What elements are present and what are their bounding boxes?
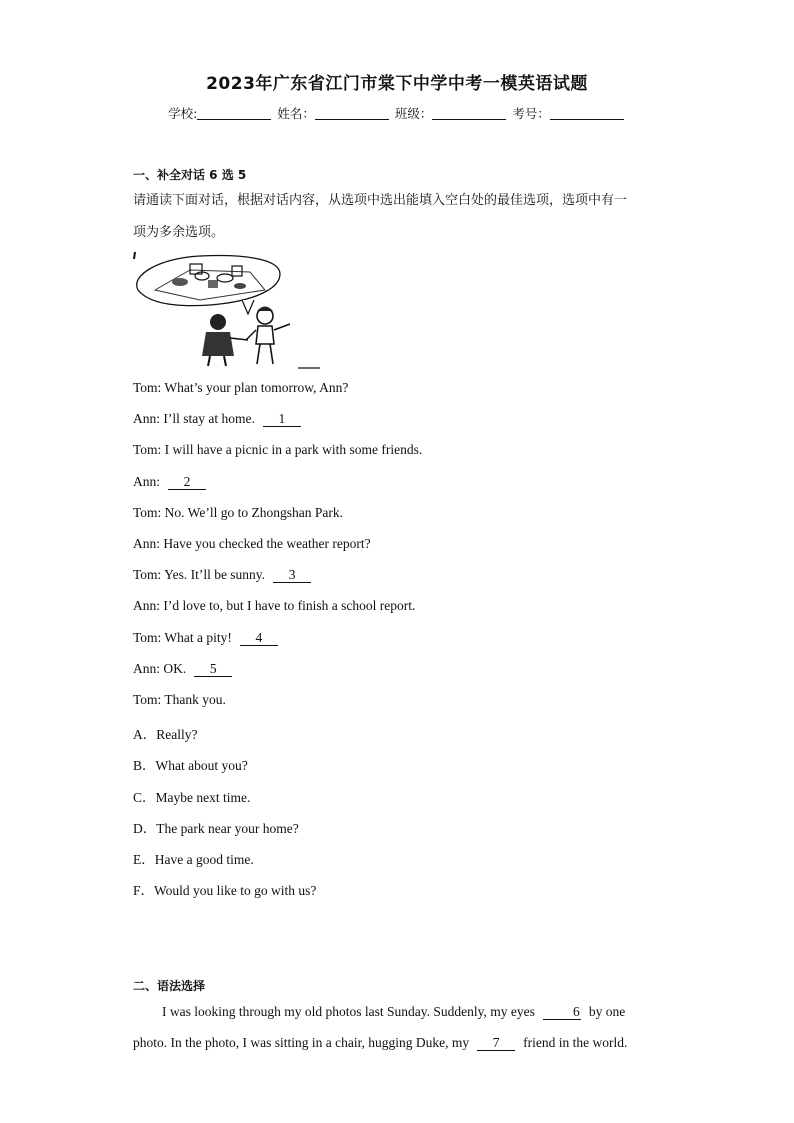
dialogue-text: Ann: OK. <box>133 660 187 676</box>
dialogue-line <box>133 630 278 646</box>
answer-blank[interactable]: 3 <box>273 568 311 583</box>
answer-blank[interactable]: 7 <box>477 1036 515 1051</box>
answer-blank[interactable]: 5 <box>194 662 232 677</box>
picnic-illustration <box>130 250 320 372</box>
section1-instruction <box>133 185 673 249</box>
dialogue-text: Ann: I’d love to, but I have to finish a school report. <box>133 598 416 614</box>
class-label: 班级： <box>394 106 433 121</box>
dialogue-text: Ann: <box>133 473 160 489</box>
dialogue-line <box>133 474 206 490</box>
dialogue-line <box>133 380 348 396</box>
section2-heading: 二、语法选择 <box>133 979 206 993</box>
answer-blank[interactable]: 6 <box>543 1005 581 1020</box>
dialogue-text: Tom: No. We’ll go to Zhongshan Park. <box>133 504 343 520</box>
dialogue-line <box>133 411 301 427</box>
dialogue-text: Tom: I will have a picnic in a park with some friends. <box>133 442 423 458</box>
dialogue-text: Ann: I’ll stay at home. <box>133 411 255 427</box>
dialogue-line <box>133 598 415 614</box>
school-blank[interactable] <box>197 107 271 120</box>
answer-blank[interactable]: 4 <box>240 631 278 646</box>
dialogue-text: Ann: Have you checked the weather report? <box>133 536 371 551</box>
passage-text: by one <box>588 1004 626 1019</box>
instruction-line: 项为多余选项。 <box>133 225 225 240</box>
dialogue-text: Tom: What a pity! <box>133 629 232 645</box>
option-item[interactable]: A．Really? <box>133 727 198 743</box>
dialogue-text: Tom: What’s your plan tomorrow, Ann? <box>133 380 349 395</box>
class-blank[interactable] <box>432 107 506 120</box>
number-blank[interactable] <box>550 107 624 120</box>
option-item[interactable]: B．What about you? <box>133 758 248 774</box>
dialogue-line <box>133 536 371 552</box>
option-item[interactable]: E．Have a good time. <box>133 852 254 867</box>
passage-text: photo. In the photo, I was sitting in a chair, hugging Duke, my <box>133 1035 470 1050</box>
dialogue-line <box>133 442 422 458</box>
student-info-line <box>0 104 794 122</box>
dialogue-text: Tom: Yes. It’ll be sunny. <box>133 567 266 583</box>
dialogue-line <box>133 661 232 677</box>
passage-text: I was looking through my old photos last Sunday. Suddenly, my eyes <box>162 1004 535 1019</box>
instruction-line: 请通读下面对话，根据对话内容，从选项中选出能填入空白处的最佳选项，选项中有一 <box>133 193 628 208</box>
name-label: 姓名： <box>277 106 315 121</box>
name-blank[interactable] <box>315 107 389 120</box>
answer-blank[interactable]: 2 <box>168 475 206 490</box>
section1-heading: 一、补全对话 6 选 5 <box>133 168 247 182</box>
dialogue-line <box>133 692 226 708</box>
exam-title: 2023年广东省江门市棠下中学中考一模英语试题 <box>206 74 588 94</box>
passage-line <box>133 1027 658 1058</box>
dialogue-line <box>133 567 311 583</box>
dialogue-line <box>133 505 343 521</box>
option-item[interactable]: C．Maybe next time. <box>133 789 251 805</box>
dialogue-text: Tom: Thank you. <box>133 692 226 707</box>
answer-blank[interactable]: 1 <box>263 412 301 427</box>
option-item[interactable]: D．The park near your home? <box>133 820 299 836</box>
number-label: 考号： <box>512 106 550 121</box>
option-item[interactable]: F．Would you like to go with us? <box>133 883 317 899</box>
passage-line <box>133 996 658 1027</box>
school-label: 学校: <box>168 106 198 121</box>
passage-text: friend in the world. <box>523 1035 628 1050</box>
